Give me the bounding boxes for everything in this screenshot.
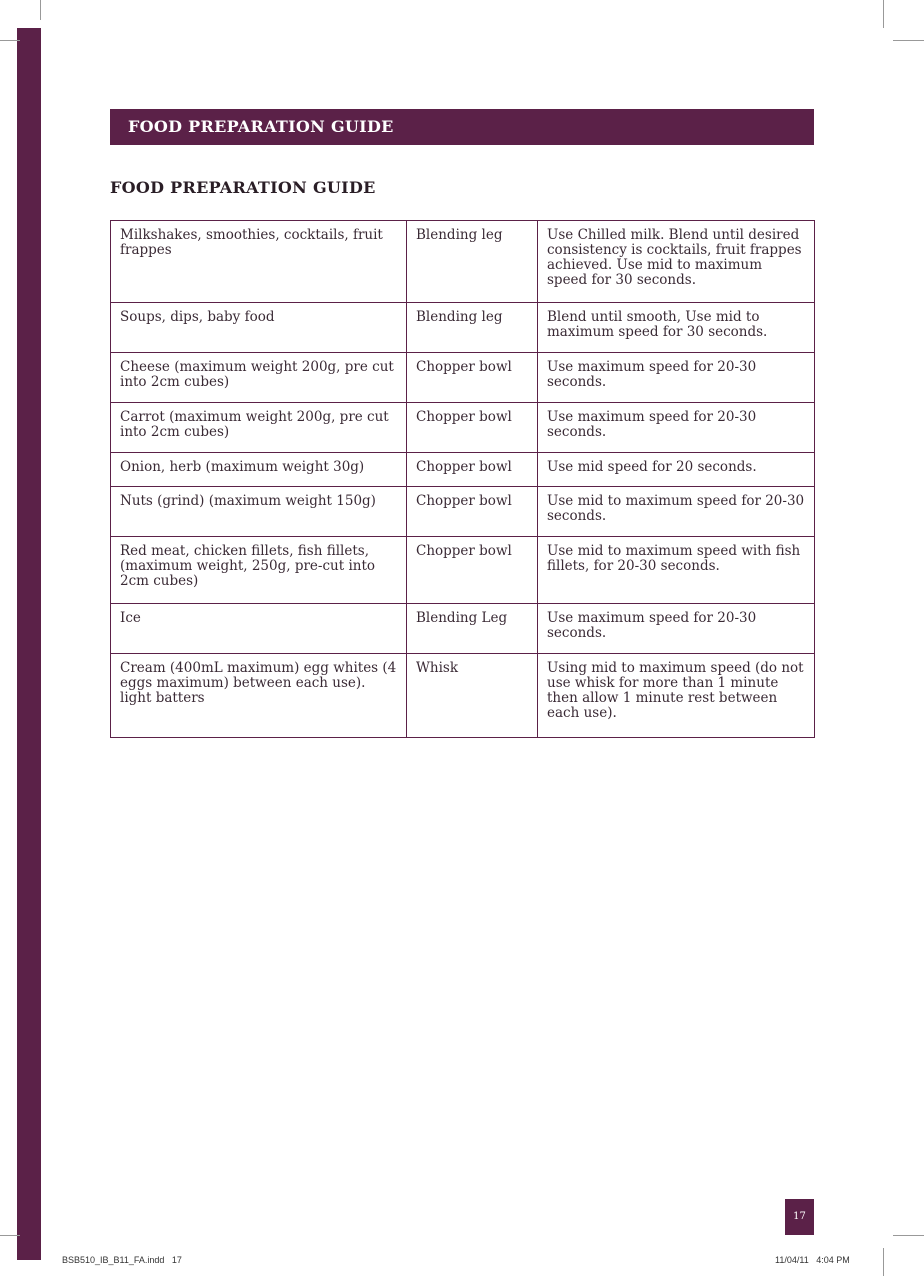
crop-mark [893,40,924,41]
table-row [111,487,815,537]
attachment-cell: Blending leg [407,303,538,353]
attachment-cell: Chopper bowl [407,453,538,487]
attachment-cell: Chopper bowl [407,403,538,453]
attachment-cell: Blending leg [407,221,538,303]
table-row [111,453,815,487]
attachment-cell: Chopper bowl [407,487,538,537]
section-title: FOOD PREPARATION GUIDE [110,178,376,197]
food-preparation-table [110,220,815,738]
crop-mark [883,0,884,28]
instructions-cell: Use mid to maximum speed for 20-30 seconds. [538,487,815,537]
crop-mark [0,40,20,41]
table-row [111,604,815,654]
instructions-cell: Use mid to maximum speed with fish fillets, for 20-30 seconds. [538,537,815,604]
table-row [111,654,815,738]
table-row [111,537,815,604]
table-row [111,303,815,353]
table-row [111,353,815,403]
instructions-cell: Using mid to maximum speed (do not use whisk for more than 1 minute then allow 1 minute rest between each use). [538,654,815,738]
table-row [111,403,815,453]
instructions-cell: Blend until smooth, Use mid to maximum speed for 30 seconds. [538,303,815,353]
table-row [111,221,815,303]
food-cell: Onion, herb (maximum weight 30g) [111,453,407,487]
header-band [110,109,814,145]
crop-mark [40,0,41,20]
instructions-cell: Use maximum speed for 20-30 seconds. [538,353,815,403]
food-cell: Cream (400mL maximum) egg whites (4 eggs maximum) between each use). light batters [111,654,407,738]
crop-mark [883,1248,884,1276]
page-number: 17 [785,1199,814,1235]
food-cell: Cheese (maximum weight 200g, pre cut into 2cm cubes) [111,353,407,403]
food-cell: Red meat, chicken fillets, fish fillets, (maximum weight, 250g, pre-cut into 2cm cubes) [111,537,407,604]
attachment-cell: Chopper bowl [407,353,538,403]
footer-datetime: 11/04/11 4:04 PM [775,1255,850,1265]
instructions-cell: Use maximum speed for 20-30 seconds. [538,604,815,654]
crop-mark [0,1235,20,1236]
footer-file-name: BSB510_IB_B11_FA.indd 17 [62,1255,182,1265]
instructions-cell: Use maximum speed for 20-30 seconds. [538,403,815,453]
attachment-cell: Chopper bowl [407,537,538,604]
food-cell: Soups, dips, baby food [111,303,407,353]
attachment-cell: Whisk [407,654,538,738]
instructions-cell: Use mid speed for 20 seconds. [538,453,815,487]
side-accent-bar [17,28,41,1260]
instructions-cell: Use Chilled milk. Blend until desired consistency is cocktails, fruit frappes achieved. Use mid to maximum speed for 30 seconds. [538,221,815,303]
food-cell: Ice [111,604,407,654]
food-cell: Nuts (grind) (maximum weight 150g) [111,487,407,537]
header-band-title: FOOD PREPARATION GUIDE [128,117,394,136]
food-cell: Milkshakes, smoothies, cocktails, fruit frappes [111,221,407,303]
food-cell: Carrot (maximum weight 200g, pre cut into 2cm cubes) [111,403,407,453]
crop-mark [893,1235,924,1236]
attachment-cell: Blending Leg [407,604,538,654]
